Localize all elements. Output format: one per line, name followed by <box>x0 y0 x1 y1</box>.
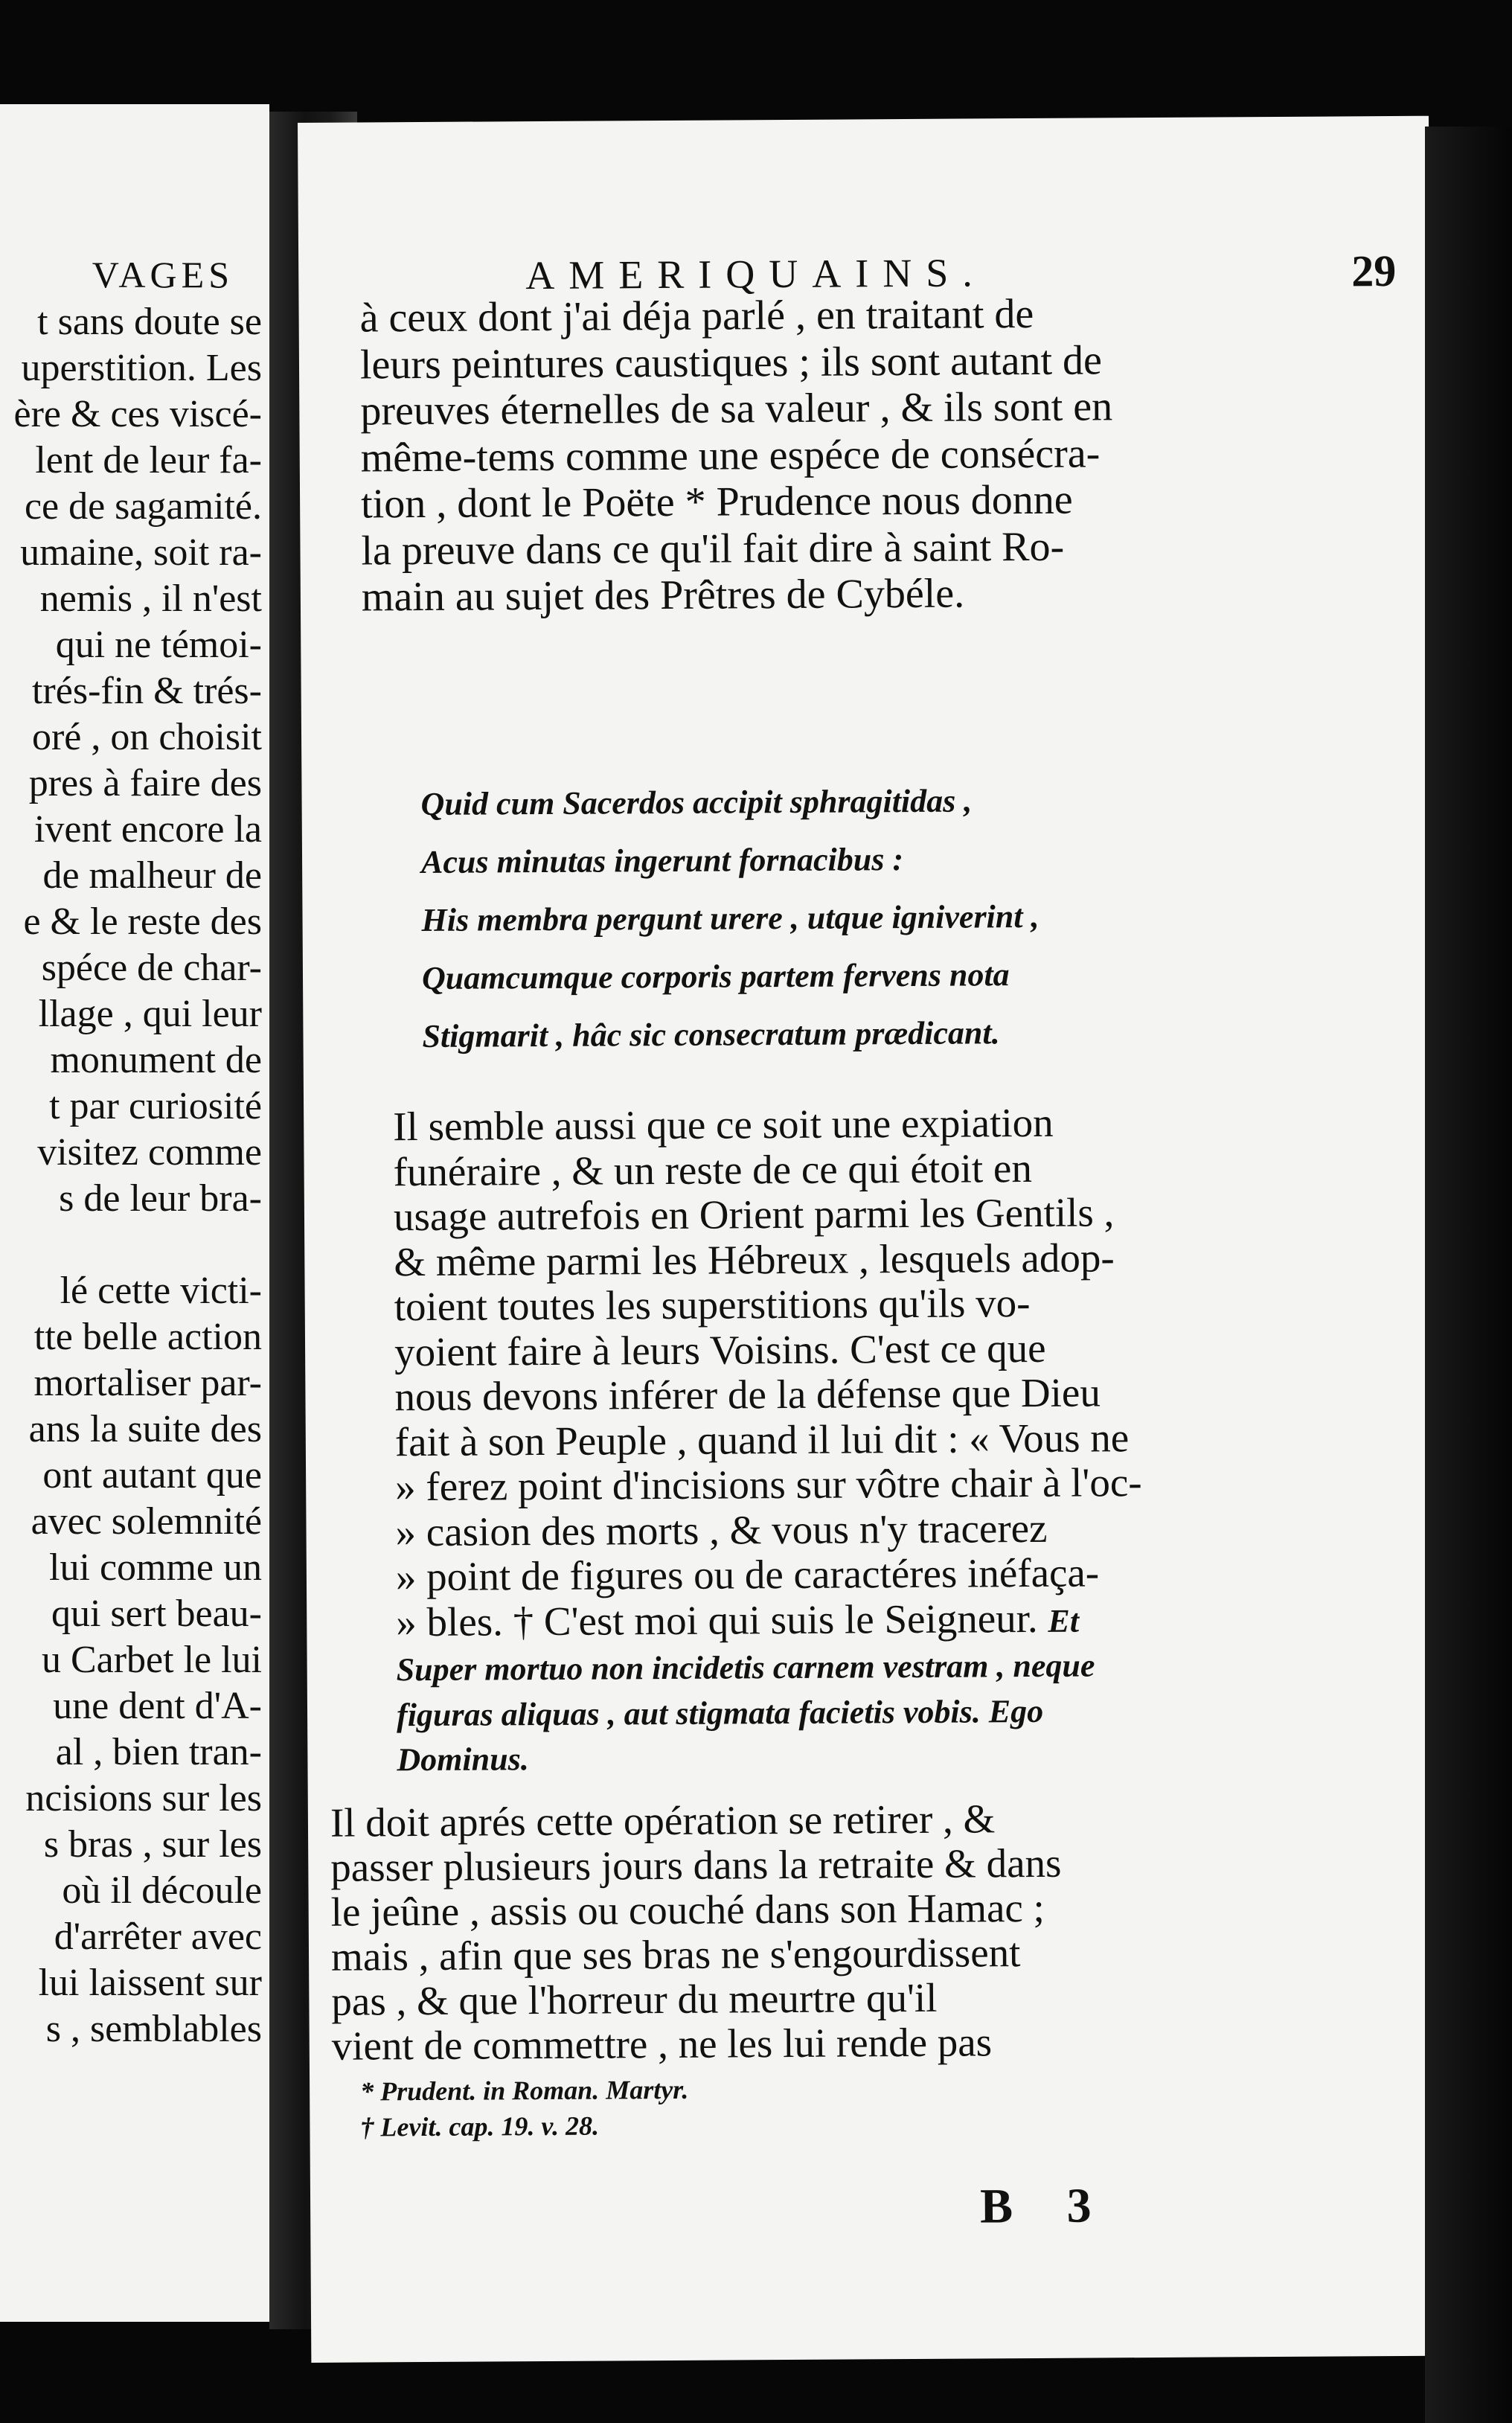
text-line: Il semble aussi que ce soit une expiation <box>393 1099 1054 1150</box>
right-page-edge <box>1425 127 1512 2423</box>
text-line: preuves éternelles de sa valeur , & ils sont en <box>360 383 1113 435</box>
signature-mark: B 3 <box>979 2178 1112 2234</box>
text-line: fait à son Peuple , quand il lui dit : « Vous ne <box>394 1414 1130 1465</box>
verse-line: His membra pergunt urere , utque igniverint , <box>421 897 1040 939</box>
left-line: qui sert beau- <box>51 1593 262 1635</box>
left-line: umaine, soit ra- <box>20 531 262 574</box>
paragraph-2 <box>393 1099 1327 1783</box>
text-line <box>396 1594 1326 1648</box>
left-line: une dent d'A- <box>53 1685 262 1727</box>
text-line: & même parmi les Hébreux , lesquels adop- <box>394 1234 1115 1284</box>
text-line: Il doit aprés cette opération se retirer , & <box>330 1796 996 1846</box>
text-line: même-tems comme une espéce de consécra- <box>360 429 1101 481</box>
left-running-head: VAGES <box>92 254 234 295</box>
text-run: » bles. † C'est moi qui suis le Seigneur. <box>396 1595 1038 1645</box>
text-line: la preuve dans ce qu'il fait dire à saint Ro- <box>361 523 1065 574</box>
left-line: mortaliser par- <box>33 1362 262 1404</box>
text-line: le jeûne , assis ou couché dans son Hamac ; <box>330 1884 1045 1935</box>
left-line: avec solemnité <box>31 1500 262 1543</box>
left-line: ère & ces viscé- <box>13 393 262 435</box>
left-line <box>0 1222 262 1268</box>
left-line: ont autant que <box>42 1454 262 1497</box>
left-line: visitez comme <box>37 1131 262 1174</box>
text-line: toient toutes les superstitions qu'ils vo- <box>394 1280 1031 1330</box>
footnote: * Prudent. in Roman. Martyr. <box>360 2074 689 2107</box>
text-line: » casion des morts , & vous n'y tracerez <box>395 1505 1048 1555</box>
left-line: lent de leur fa- <box>35 439 262 481</box>
text-line: à ceux dont j'ai déja parlé , en traitant de <box>359 290 1034 342</box>
paragraph-1 <box>359 289 1322 621</box>
latin-quote-line: Dominus. <box>397 1741 529 1779</box>
left-line: lé cette victi- <box>60 1270 262 1312</box>
left-line: s , semblables <box>45 2008 262 2050</box>
left-line: lui comme un <box>49 1546 262 1589</box>
left-line: t sans doute se <box>37 301 262 343</box>
left-line: ivent encore la <box>33 808 262 851</box>
running-title: AMERIQUAINS. <box>525 250 987 298</box>
text-line: passer plusieurs jours dans la retraite & dans <box>330 1840 1062 1890</box>
verse-line: Stigmarit , hâc sic consecratum prædicant. <box>422 1014 1000 1054</box>
text-line: leurs peintures caustiques ; ils sont autant de <box>359 336 1103 388</box>
left-line: e & le reste des <box>23 900 262 943</box>
left-page-text <box>0 299 262 2052</box>
left-line: ce de sagamité. <box>24 485 262 528</box>
page-number: 29 <box>1351 246 1397 296</box>
paragraph-3 <box>330 1795 1322 2069</box>
text-line: » point de figures ou de caractéres inéfaça- <box>395 1549 1100 1600</box>
text-line: mais , afin que ses bras ne s'engourdissent <box>330 1930 1021 1979</box>
left-line: qui ne témoi- <box>55 624 262 666</box>
latin-verse <box>420 769 1345 1066</box>
book-page <box>298 116 1442 2363</box>
left-line: ncisions sur les <box>25 1777 262 1819</box>
verse-line: Quamcumque corporis partem fervens nota <box>421 956 1010 997</box>
left-line: ans la suite des <box>28 1408 262 1450</box>
left-line: oré , on choisit <box>31 716 262 758</box>
left-line: u Carbet le lui <box>41 1639 262 1681</box>
left-line: de malheur de <box>42 854 262 897</box>
latin-quote-line: figuras aliquas , aut stigmata facietis vobis. Ego <box>396 1692 1044 1733</box>
left-line: trés-fin & trés- <box>31 670 262 712</box>
text-line: nous devons inférer de la défense que Dieu <box>394 1369 1101 1420</box>
footnote: † Levit. cap. 19. v. 28. <box>360 2110 600 2142</box>
text-line: yoient faire à leurs Voisins. C'est ce que <box>394 1325 1046 1374</box>
left-line: où il découle <box>62 1869 262 1912</box>
text-line: funéraire , & un reste de ce qui étoit en <box>393 1145 1033 1194</box>
previous-page-fragment <box>0 104 269 2322</box>
left-line: t par curiosité <box>49 1085 262 1127</box>
verse-line: Acus minutas ingerunt fornacibus : <box>420 841 904 881</box>
left-line: uperstition. Les <box>21 347 262 389</box>
verse-line: Quid cum Sacerdos accipit sphragitidas , <box>420 782 973 823</box>
text-line: » ferez point d'incisions sur vôtre chair à l'oc- <box>395 1459 1142 1510</box>
latin-quote-start: Et <box>1048 1602 1080 1639</box>
left-line: tte belle action <box>33 1316 262 1358</box>
text-line: usage autrefois en Orient parmi les Gentils , <box>393 1189 1115 1240</box>
left-line: d'arrêter avec <box>54 1915 262 1958</box>
footnotes <box>360 2070 956 2145</box>
left-line: pres à faire des <box>28 762 262 804</box>
left-line: monument de <box>50 1039 262 1081</box>
left-line: spéce de char- <box>41 947 262 989</box>
left-line: al , bien tran- <box>55 1731 262 1773</box>
text-line: main au sujet des Prêtres de Cybéle. <box>361 570 965 621</box>
left-line: nemis , il n'est <box>39 577 262 620</box>
left-line: lui laissent sur <box>38 1962 262 2004</box>
left-line: s de leur bra- <box>59 1177 262 1220</box>
text-line: vient de commettre , ne les lui rende pas <box>331 2019 993 2069</box>
text-line: tion , dont le Poëte * Prudence nous donne <box>360 476 1073 528</box>
left-line: llage , qui leur <box>38 993 262 1035</box>
latin-quote-line: Super mortuo non incidetis carnem vestram , neque <box>396 1647 1095 1689</box>
left-line: s bras , sur les <box>43 1823 262 1866</box>
text-line: pas , & que l'horreur du meurtre qu'il <box>331 1974 938 2024</box>
